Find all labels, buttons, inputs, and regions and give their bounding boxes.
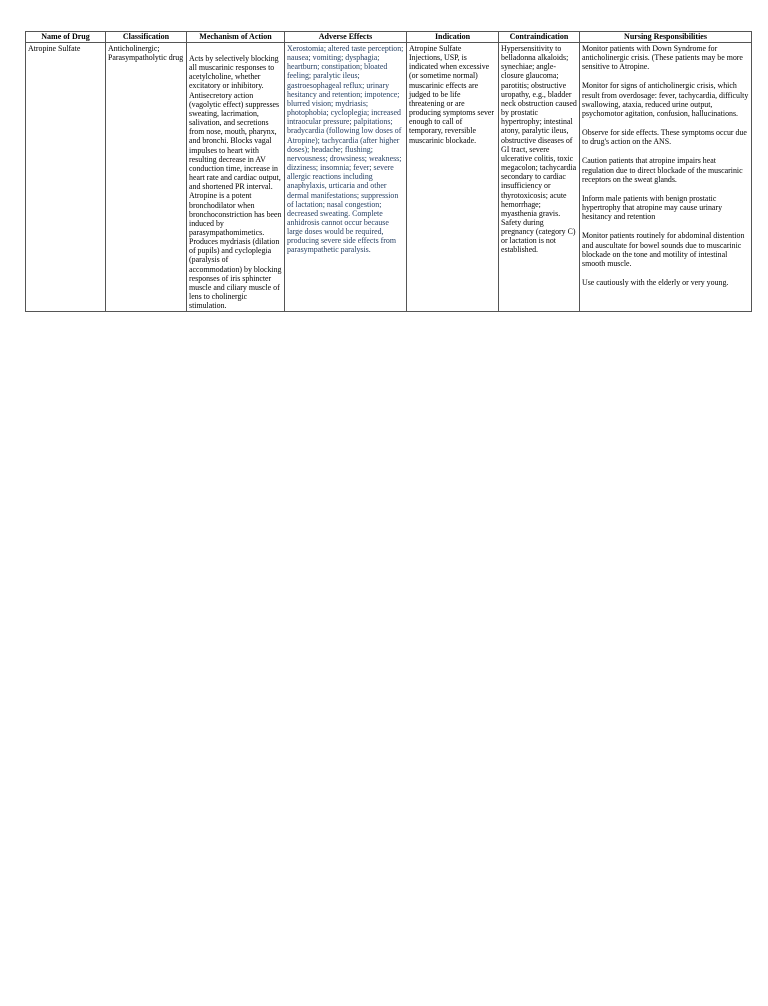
nursing-item: Caution patients that atropine impairs heat regulation due to direct blockade of the muscarinic receptors on the sweat glands. [582, 156, 743, 184]
header-mechanism: Mechanism of Action [187, 32, 285, 43]
adverse-effects-text: Xerostomia; altered taste perception; nausea; vomiting; dysphagia; heartburn; constipation; bloated feeling; paralytic ileus; gastroesophageal reflux; urinary hesitancy and retention; impotence; blurred vision; mydriasis; photophobia; cycloplegia; increased intraocular pressure; palpitations; bradycardia (following low doses of Atropine); tachycardia (after higher doses); headache; flushing; nervousness; drowsiness; weakness; dizziness; insomnia; fever; severe allergic reactions including anaphylaxis, urticaria and other dermal manifestations; suppression of lactation; nasal congestion; decreased sweating. Complete anhidrosis cannot occur because large doses would be required, producing severe side effects from parasympathetic paralysis. [287, 44, 404, 255]
contraindication-text: Hypersensitivity to belladonna alkaloids; synechiae; angle-closure glaucoma; parotitis; obstructive uropathy, e.g., bladder neck obstruction caused by prostatic hypertrophy; intestinal atony, paralytic ileus, obstructive diseases of GI tract, severe ulcerative colitis, toxic megacolon; tachycardia secondary to cardiac insufficiency or thyrotoxicosis; acute hemorrhage; myasthenia gravis. Safety during pregnancy (category C) or lactation is not established. [501, 44, 577, 255]
drug-card-table [25, 31, 752, 312]
header-adverse-effects: Adverse Effects [285, 32, 407, 43]
classification-text: Anticholinergic; Parasympatholytic drug [108, 44, 184, 63]
indication-text: Atropine Sulfate Injections, USP, is indicated when excessive (or sometime normal) muscarinic effects are judged to be life threatening or are producing symptoms sever enough to call of temporary, reversible muscarinic blockade. [409, 44, 495, 145]
drug-name-text: Atropine Sulfate [28, 44, 81, 53]
header-name-of-drug: Name of Drug [26, 32, 106, 43]
header-nursing-responsibilities: Nursing Responsibilities [580, 32, 752, 43]
cell-classification [106, 43, 187, 312]
cell-drug-name [26, 43, 106, 312]
nursing-item: Inform male patients with benign prostatic hypertrophy that atropine may cause urinary hesitancy and retention [582, 193, 723, 222]
cell-nursing-responsibilities [580, 43, 752, 312]
nursing-item: Observe for side effects. These symptoms occur due to drug's action on the ANS. [582, 128, 747, 147]
nursing-item: Use cautiously with the elderly or very young. [582, 277, 729, 287]
header-contraindication: Contraindication [499, 32, 580, 43]
header-indication: Indication [407, 32, 499, 43]
cell-mechanism [187, 43, 285, 312]
cell-indication [407, 43, 499, 312]
nursing-item: Monitor patients with Down Syndrome for anticholinergic crisis. (These patients may be more sensitive to Atropine. [582, 44, 743, 72]
cell-contraindication [499, 43, 580, 312]
table-row [26, 43, 752, 312]
nursing-item: Monitor patients routinely for abdominal distention and auscultate for bowel sounds due to muscarinic blockade on the tone and motility of intestinal smooth muscle. [582, 231, 745, 268]
header-classification: Classification [106, 32, 187, 43]
mechanism-text: Acts by selectively blocking all muscarinic responses to acetylcholine, whether excitatory or inhibitory. Antisecretory action (vagolytic effect) suppresses sweating, lacrimation, salivation, and secretions from nose, mouth, pharynx, and bronchi. Blocks vagal impulses to heart with resulting decrease in AV conduction time, increase in heart rate and cardiac output, and shortened PR interval. Atropine is a potent bronchodilator when bronchoconstriction has been induced by parasympathomimetics. Produces mydriasis (dilation of pupils) and cycloplegia (paralysis of accommodation) by blocking responses of iris sphincter muscle and ciliary muscle of lens to cholinergic stimulation. [189, 54, 282, 311]
cell-adverse-effects [285, 43, 407, 312]
nursing-item: Monitor for signs of anticholinergic crisis, which result from overdosage: fever, tachycardia, difficulty swallowing, ataxia, reduced urine output, psychomotor agitation, confusion, hallucinations. [582, 81, 749, 118]
header-row [26, 32, 752, 43]
